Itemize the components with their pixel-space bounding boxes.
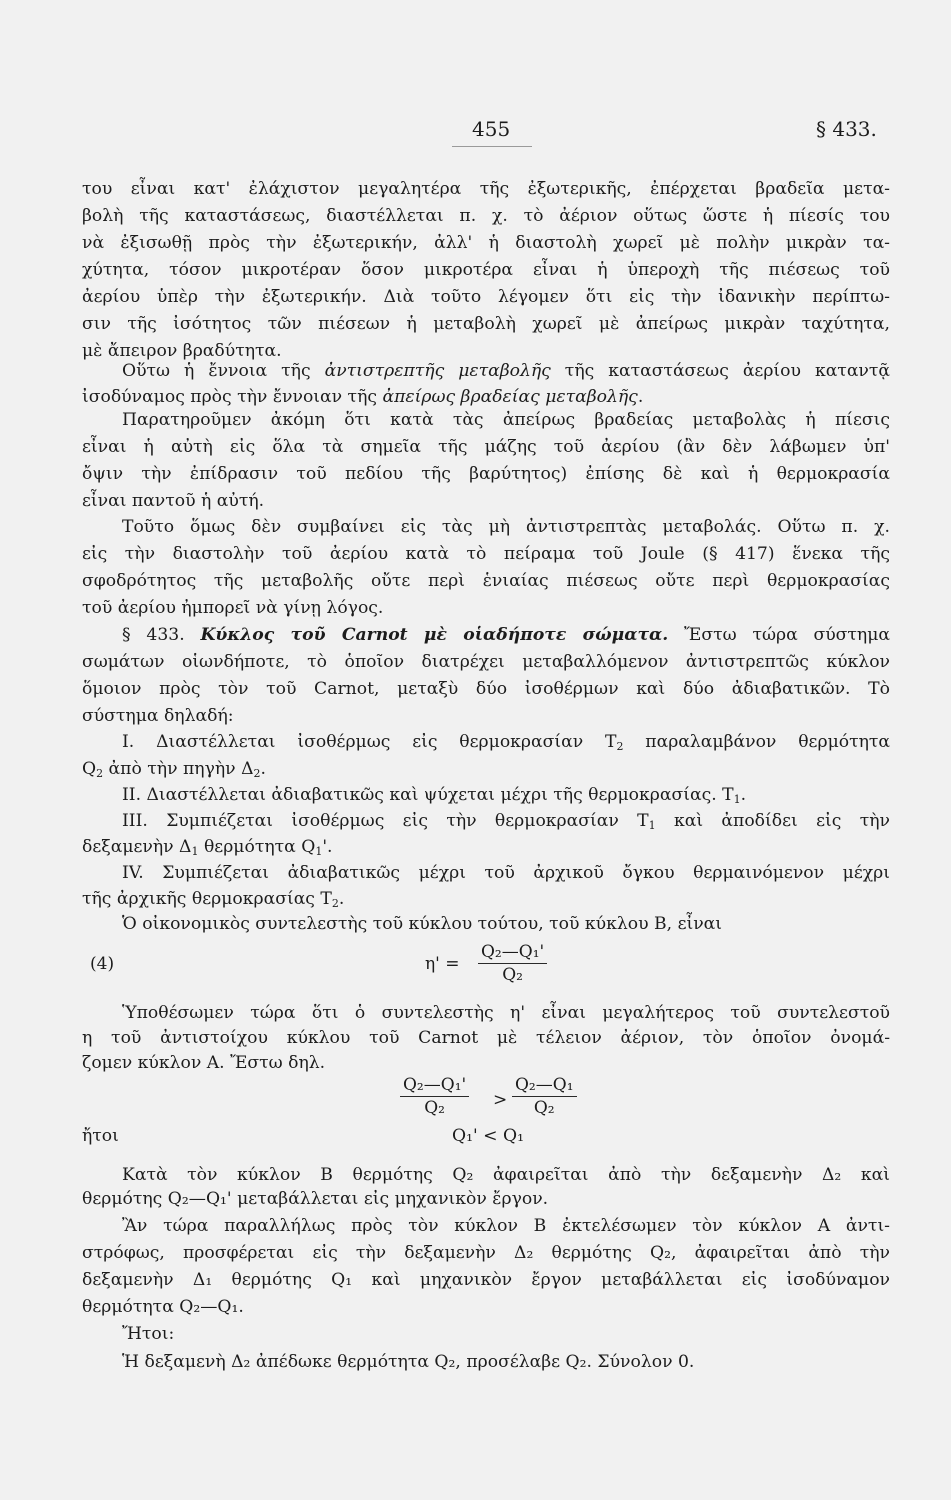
step-line [122, 782, 890, 809]
step-line [82, 834, 890, 861]
text-line: η τοῦ ἀντιστοίχου κύκλου τοῦ Carnot μὲ τέλειον ἀέριον, τὸν ὁποῖον ὀνομά- [82, 1028, 890, 1048]
greater-than-sign: > [493, 1090, 508, 1110]
text-line: τοῦ ἀερίου ἠμπορεῖ νὰ γίνῃ λόγος. [82, 598, 384, 618]
fraction-denominator: Q₂ [533, 1098, 555, 1118]
inequality-expression: Q₁' < Q₁ [452, 1126, 525, 1146]
subscript: 2 [616, 740, 624, 753]
text-run: τῆς ἀρχικῆς θερμοκρασίας T [82, 889, 332, 909]
text-line: χύτητα, τόσον μικροτέραν ὅσον μικροτέρα εἶναι ἡ ὑπεροχὴ τῆς πιέσεως τοῦ [82, 260, 890, 280]
text-run: ἀπὸ τὴν πηγὴν Δ [103, 759, 254, 779]
step-line [82, 756, 890, 783]
text-line: ὅμοιον πρὸς τὸν τοῦ Carnot, μεταξὺ δύο ἰσοθέρμων καὶ δύο ἀδιαβατικῶν. Τὸ [82, 679, 890, 699]
section-ref: § 433. [122, 625, 185, 645]
text-run: ἰσοδύναμος πρὸς τὴν ἔννοιαν τῆς [82, 387, 383, 407]
fraction-numerator: Q₂—Q₁' [481, 942, 545, 962]
text-line: βολὴ τῆς καταστάσεως, διαστέλλεται π. χ. τὸ ἀέριον οὕτως ὥστε ἡ πίεσίς του [82, 206, 890, 226]
fraction-denominator: Q₂ [502, 965, 523, 985]
subscript: 2 [253, 767, 261, 780]
text-line: θερμότης Q₂—Q₁' μεταβάλλεται εἰς μηχανικὸν ἔργον. [82, 1189, 549, 1209]
text-line: σύστημα δηλαδή: [82, 706, 234, 726]
text-line: ἀερίου ὑπὲρ τὴν ἐξωτερικήν. Διὰ τοῦτο λέγομεν ὅτι εἰς τὴν ἰδανικὴν περίπτω- [82, 287, 890, 307]
text-line: του εἶναι κατ' ἐλάχιστον μεγαλητέρα τῆς ἐξωτερικῆς, ἐπέρχεται βραδεῖα μετα- [82, 179, 890, 199]
text-run: III. Συμπιέζεται ἰσοθέρμως εἰς τὴν θερμοκρασίαν T [122, 811, 649, 831]
text-line: Ἡ δεξαμενὴ Δ₂ ἀπέδωκε θερμότητα Q₂, προσέλαβε Q₂. Σύνολον 0. [122, 1352, 695, 1372]
equation-fraction [478, 941, 547, 986]
text-run: δεξαμενὴν Δ [82, 837, 192, 857]
text-run: I. Διαστέλλεται ἰσοθέρμως εἰς θερμοκρασίαν T [122, 732, 617, 752]
fraction-numerator: Q₂—Q₁ [515, 1075, 574, 1095]
italic-term: ἀπείρως βραδείας μεταβολῆς [382, 387, 638, 407]
text-line: νὰ ἐξισωθῇ πρὸς τὴν ἐξωτερικήν, ἀλλ' ἡ διαστολὴ χωρεῖ μὲ πολὴν μικρὰν τα- [82, 233, 890, 253]
text-line: εἶναι ἡ αὐτὴ εἰς ὅλα τὰ σημεῖα τῆς μάζης τοῦ ἀερίου (ἂν δὲν λάβωμεν ὑπ' [82, 437, 890, 457]
italic-term: ἀντιστρεπτῆς μεταβολῆς [324, 361, 551, 381]
text-run: '. [322, 837, 333, 857]
text-line: εἶναι παντοῦ ἡ αὐτή. [82, 491, 265, 511]
text-line: σιν τῆς ἰσότητος τῶν πιέσεων ἡ μεταβολὴ χωρεῖ μὲ ἀπείρως μικρὰν ταχύτητα, [82, 314, 890, 334]
section-number: § 433. [816, 117, 877, 141]
text-line: Τοῦτο ὅμως δὲν συμβαίνει εἰς τὰς μὴ ἀντιστρεπτὰς μεταβολάς. Οὕτω π. χ. [122, 517, 890, 537]
text-line: Κατὰ τὸν κύκλον B θερμότης Q₂ ἀφαιρεῖται ἀπὸ τὴν δεξαμενὴν Δ₂ καὶ [122, 1165, 890, 1185]
inequality-left-fraction [400, 1074, 469, 1119]
text-line: εἰς τὴν διαστολὴν τοῦ ἀερίου κατὰ τὸ πείραμα τοῦ Joule (§ 417) ἕνεκα τῆς [82, 544, 890, 564]
fraction-numerator: Q₂—Q₁' [403, 1075, 467, 1095]
section-heading-line [122, 622, 890, 649]
text-run: καὶ ἀποδίδει εἰς τὴν [655, 811, 890, 831]
text-run: Οὕτω ἡ ἔννοια τῆς [122, 361, 325, 381]
subscript: 1 [315, 845, 323, 858]
text-line: στρόφως, προσφέρεται εἰς τὴν δεξαμενὴν Δ₂ θερμότης Q₂, ἀφαιρεῖται ἀπὸ τὴν [82, 1243, 890, 1263]
text-run: θερμότητα Q [198, 837, 316, 857]
page-number: 455 [472, 117, 511, 141]
step-line [122, 729, 890, 756]
text-run: . [637, 387, 644, 407]
step-line [82, 886, 890, 913]
text-line: Ἂν τώρα παραλλήλως πρὸς τὸν κύκλον B ἐκτελέσωμεν τὸν κύκλον A ἀντι- [122, 1216, 890, 1236]
fraction-denominator: Q₂ [424, 1098, 445, 1118]
step-line [122, 808, 890, 835]
header-rule [452, 146, 532, 147]
subscript: 1 [733, 793, 741, 806]
subscript: 2 [331, 897, 339, 910]
text-run: παραλαμβάνον θερμότητα [623, 732, 890, 752]
step-line: IV. Συμπιέζεται ἀδιαβατικῶς μέχρι τοῦ ἀρχικοῦ ὄγκου θερμαινόμενον μέχρι [122, 863, 890, 883]
inequality-right-fraction [512, 1074, 577, 1119]
text-line: Παρατηροῦμεν ἀκόμη ὅτι κατὰ τὰς ἀπείρως βραδείας μεταβολὰς ἡ πίεσις [122, 410, 890, 430]
equation-number: (4) [90, 954, 115, 974]
subscript: 1 [648, 819, 656, 832]
text-line: Ἤτοι: [122, 1324, 175, 1344]
text-run: II. Διαστέλλεται ἀδιαβατικῶς καὶ ψύχεται μέχρι τῆς θερμοκρασίας. T [122, 785, 734, 805]
text-line: ὄψιν τὴν ἐπίδρασιν τοῦ πεδίου τῆς βαρύτητος) ἐπίσης δὲ καὶ ἡ θερμοκρασία [82, 464, 890, 484]
text-line: Ὁ οἰκονομικὸς συντελεστὴς τοῦ κύκλου τούτου, τοῦ κύκλου B, εἶναι [122, 914, 723, 934]
text-line: Ὑποθέσωμεν τώρα ὅτι ὁ συντελεστὴς η' εἶναι μεγαλήτερος τοῦ συντελεστοῦ [122, 1003, 890, 1023]
text-line: δεξαμενὴν Δ₁ θερμότης Q₁ καὶ μηχανικὸν ἔργον μεταβάλλεται εἰς ἰσοδύναμον [82, 1270, 890, 1290]
page-header [0, 117, 951, 147]
text-line: σφοδρότητος τῆς μεταβολῆς οὔτε περὶ ἑνιαίας πιέσεως οὔτε περὶ θερμοκρασίας [82, 571, 890, 591]
section-title: Κύκλος τοῦ Carnot μὲ οἱαδήποτε σώματα. [200, 625, 669, 645]
text-line: σωμάτων οἱωνδήποτε, τὸ ὁποῖον διατρέχει μεταβαλλόμενον ἀντιστρεπτῶς κύκλον [82, 652, 890, 672]
text-line: θερμότητα Q₂—Q₁. [82, 1297, 244, 1317]
text-run: τῆς καταστάσεως ἀερίου καταντᾷ [550, 361, 890, 381]
text-run: . [260, 759, 266, 779]
text-run: . [338, 889, 345, 909]
subscript: 1 [191, 845, 199, 858]
text-run: Q [82, 759, 97, 779]
equation-lhs: η' = [425, 954, 460, 974]
htoi-label: ἤτοι [82, 1126, 119, 1146]
subscript: 2 [96, 767, 104, 780]
text-line: ζομεν κύκλον A. Ἔστω δηλ. [82, 1053, 326, 1073]
text-run: . [740, 785, 747, 805]
text-run: Ἔστω τώρα σύστημα [668, 625, 890, 645]
text-line [122, 358, 890, 385]
text-line: μὲ ἄπειρον βραδύτητα. [82, 341, 282, 361]
